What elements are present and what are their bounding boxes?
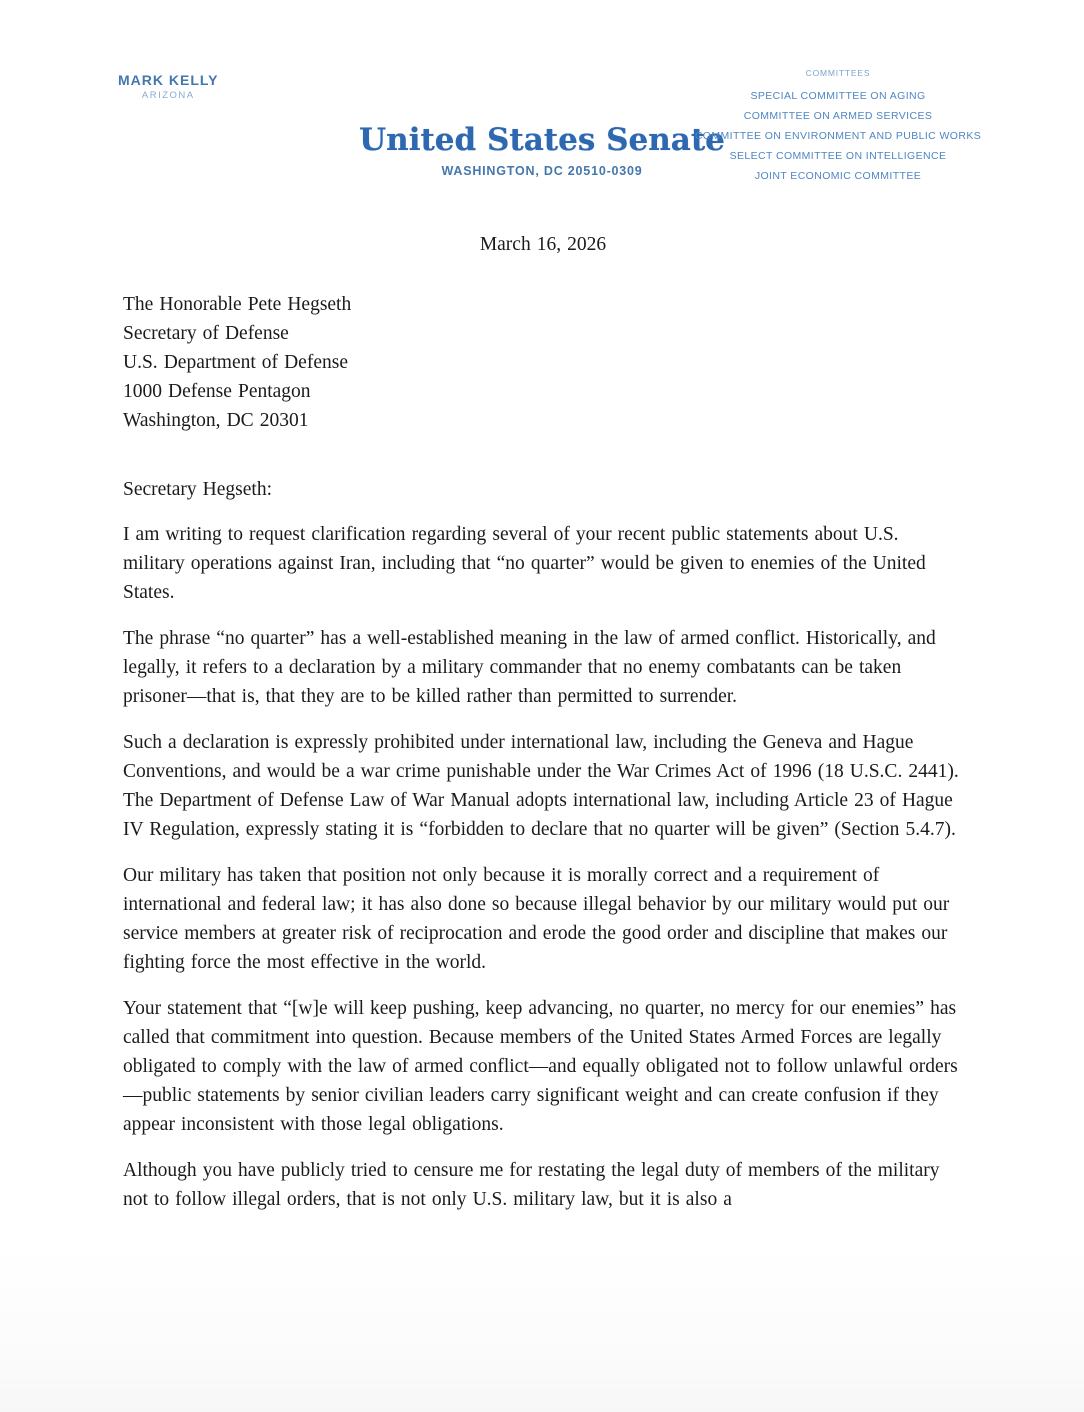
committee-item: COMMITTEE ON ENVIRONMENT AND PUBLIC WORKS [694,130,982,142]
body-paragraph: Your statement that “[w]e will keep pushing, keep advancing, no quarter, no mercy for our enemies” has called that commitment into question. Because members of the United States Armed Forces are legally obligated to comply with the law of armed conflict—and equally obligated not to follow unlawful orders—public statements by senior civilian leaders carry significant weight and can create confusion if they appear inconsistent with those legal obligations. [123,998,958,1135]
body-paragraph: Although you have publicly tried to censure me for restating the legal duty of members of the military not to follow illegal orders, that is not only U.S. military law, but it is also a [123,1160,940,1210]
body-paragraph: Our military has taken that position not only because it is morally correct and a requirement of international and federal law; it has also done so because illegal behavior by our military would put our service members at greater risk of reciprocation and erode the good order and discipline that makes our fighting force the most effective in the world. [123,865,950,973]
recipient-name: The Honorable Pete Hegseth [123,294,352,315]
body-paragraph: Such a declaration is expressly prohibited under international law, including the Geneva and Hague Conventions, and would be a war crime punishable under the War Crimes Act of 1996 (18 U.S.C. 2441). The Department of Defense Law of War Manual adopts international law, including Article 23 of Hague IV Regulation, expressly stating it is “forbidden to declare that no quarter will be given” (Section 5.4.7). [123,732,959,840]
date-line: March 16, 2026 [479,234,607,255]
committees-block [688,68,988,186]
recipient-title: Secretary of Defense [123,323,289,344]
recipient-street: 1000 Defense Pentagon [123,381,311,402]
recipient-address [123,290,963,435]
committee-item: SELECT COMMITTEE ON INTELLIGENCE [729,150,947,162]
letter-content [123,230,963,1214]
senator-block [118,72,219,101]
senator-name: MARK KELLY [118,72,219,88]
body-paragraph: I am writing to request clarification regarding several of your recent public statements about U.S. military operations against Iran, including that “no quarter” would be given to enemies of the United States. [123,524,926,603]
committee-item: SPECIAL COMMITTEE ON AGING [750,90,926,102]
body-paragraph: The phrase “no quarter” has a well-established meaning in the law of armed conflict. Historically, and legally, it refers to a declaration by a military commander that no enemy combatants can be taken prisoner—that is, that they are to be killed rather than permitted to surrender. [123,628,936,707]
salutation: Secretary Hegseth: [123,479,272,500]
letterhead [0,0,1084,205]
committee-item: COMMITTEE ON ARMED SERVICES [743,110,933,122]
committees-heading: COMMITTEES [805,68,871,78]
committee-item: JOINT ECONOMIC COMMITTEE [754,170,922,182]
recipient-org: U.S. Department of Defense [123,352,348,373]
senate-wordmark: United States Senate [359,122,725,158]
senator-state: ARIZONA [141,90,195,101]
recipient-city: Washington, DC 20301 [123,410,309,431]
senate-address-line: WASHINGTON, DC 20510-0309 [441,164,643,178]
